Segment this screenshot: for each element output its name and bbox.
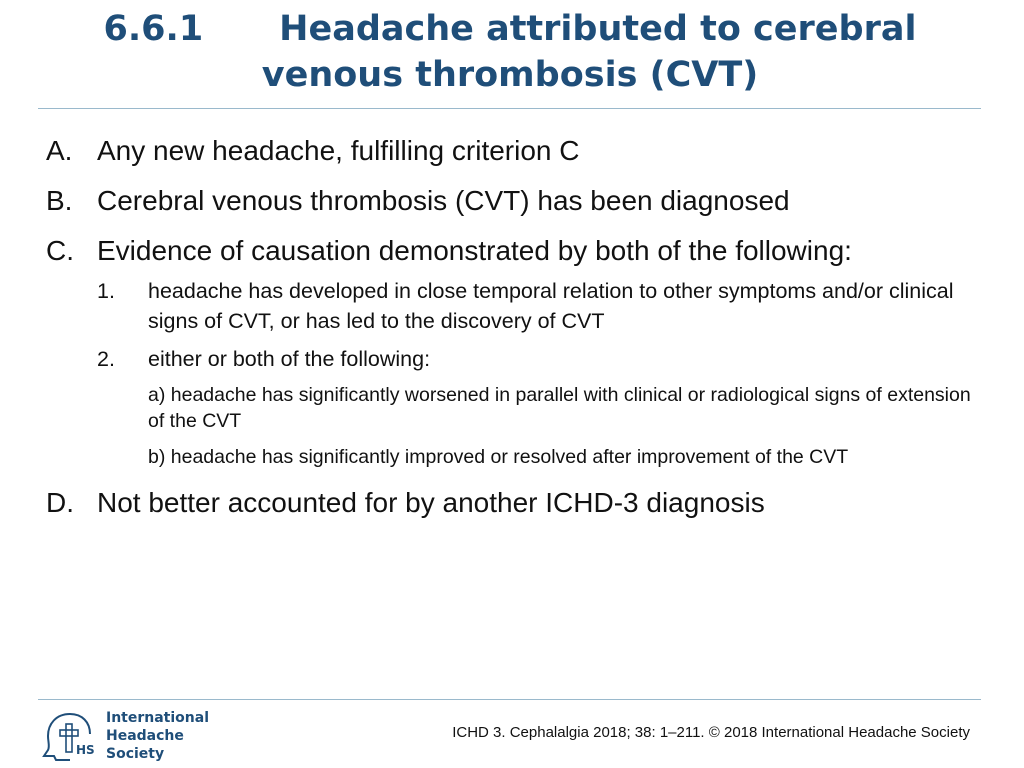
- criterion-text: Cerebral venous thrombosis (CVT) has been diagnosed: [97, 185, 790, 216]
- sub-sub-item-a: a) headache has significantly worsened in parallel with clinical or radiological signs of extension of the CVT: [148, 384, 971, 432]
- sub-item-text: headache has developed in close temporal relation to other symptoms and/or clinical signs of CVT, or has led to the discovery of CVT: [148, 279, 954, 333]
- title-number: 6.6.1: [103, 9, 204, 49]
- criteria-list: [46, 134, 1006, 536]
- title-text: Headache attributed to cerebral venous thrombosis (CVT): [261, 9, 917, 95]
- bottom-divider: [38, 699, 981, 700]
- criterion-d: [46, 486, 1006, 520]
- sub-item-text: either or both of the following:: [148, 347, 431, 371]
- slide-title: [40, 6, 980, 98]
- criterion-a: [46, 134, 1006, 168]
- criterion-c: [46, 234, 1006, 268]
- ihs-logo: [40, 710, 230, 762]
- citation: ICHD 3. Cephalalgia 2018; 38: 1–211. © 2018 International Headache Society: [452, 724, 970, 741]
- criterion-text: Any new headache, fulfilling criterion C: [97, 135, 580, 166]
- logo-line-1: International: [106, 710, 210, 726]
- ihs-head-logo-icon: [40, 710, 102, 762]
- criterion-letter: C.: [46, 235, 74, 266]
- sub-item-1: [97, 276, 1006, 336]
- sub-item-number: 1.: [97, 279, 115, 303]
- sub-item-2: [97, 344, 1006, 374]
- criterion-text: Not better accounted for by another ICHD-3 diagnosis: [97, 487, 765, 518]
- logo-line-2: Headache Society: [106, 728, 184, 762]
- criterion-letter: B.: [46, 185, 73, 216]
- top-divider: [38, 108, 981, 109]
- logo-text: [106, 709, 230, 763]
- criterion-letter: D.: [46, 487, 74, 518]
- sub-sub-item-b: b) headache has significantly improved or resolved after improvement of the CVT: [148, 446, 849, 468]
- svg-text:HS: HS: [76, 743, 95, 757]
- criterion-text: Evidence of causation demonstrated by both of the following:: [97, 235, 852, 266]
- sub-item-number: 2.: [97, 347, 115, 371]
- criterion-letter: A.: [46, 135, 73, 166]
- criterion-b: [46, 184, 1006, 218]
